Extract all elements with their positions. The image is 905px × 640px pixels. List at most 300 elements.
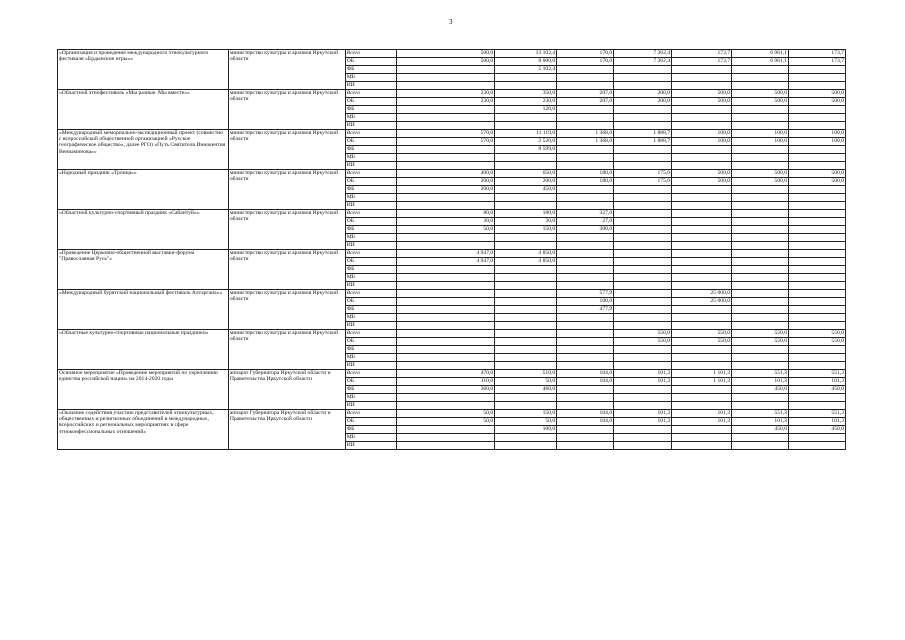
amount-cell: 110,0 — [396, 378, 495, 386]
amount-cell: 450,0 — [789, 386, 846, 394]
amount-cell — [789, 114, 846, 122]
amount-cell — [732, 362, 789, 370]
amount-cell: 551,3 — [732, 410, 789, 418]
funding-source: Всего — [345, 170, 396, 178]
amount-cell: 27,0 — [557, 218, 614, 226]
amount-cell: 2 520,0 — [495, 138, 557, 146]
executor: министерство культуры и архивов Иркутской области — [228, 90, 345, 130]
amount-cell: 104,0 — [557, 418, 614, 426]
amount-cell — [396, 338, 495, 346]
amount-cell — [732, 434, 789, 442]
amount-cell: 327,0 — [557, 210, 614, 218]
amount-cell — [557, 434, 614, 442]
amount-cell: 5 102,4 — [495, 66, 557, 74]
amount-cell: 500,0 — [396, 58, 495, 66]
amount-cell: 50,0 — [495, 378, 557, 386]
amount-cell: 101,3 — [614, 418, 672, 426]
amount-cell — [557, 330, 614, 338]
executor: министерство культуры и архивов Иркутской области — [228, 210, 345, 250]
amount-cell — [495, 298, 557, 306]
amount-cell — [557, 114, 614, 122]
amount-cell — [789, 82, 846, 90]
amount-cell — [557, 186, 614, 194]
amount-cell: 4 850,0 — [495, 250, 557, 258]
amount-cell — [495, 442, 557, 450]
table-row — [58, 90, 846, 98]
amount-cell — [672, 402, 732, 410]
amount-cell — [732, 346, 789, 354]
amount-cell — [557, 234, 614, 242]
amount-cell: 30,0 — [396, 218, 495, 226]
amount-cell — [396, 202, 495, 210]
amount-cell: 175,0 — [614, 178, 672, 186]
amount-cell — [789, 66, 846, 74]
amount-cell — [557, 106, 614, 114]
amount-cell — [672, 194, 732, 202]
amount-cell: 510,0 — [495, 370, 557, 378]
amount-cell: 1 368,0 — [557, 130, 614, 138]
amount-cell: 100,0 — [557, 298, 614, 306]
amount-cell — [789, 394, 846, 402]
amount-cell: 551,3 — [789, 370, 846, 378]
amount-cell — [495, 338, 557, 346]
amount-cell — [495, 394, 557, 402]
amount-cell — [732, 82, 789, 90]
activity-name: «Международный мемориально-экспедиционный проект (совместно с всероссийской общественной организацией «Русское географическое общество», далее РГО) «Путь Святителя Иннокентия Вениаминова»» — [58, 130, 229, 170]
amount-cell: 550,0 — [732, 330, 789, 338]
table-row — [58, 370, 846, 378]
amount-cell — [732, 226, 789, 234]
amount-cell: 30,0 — [495, 218, 557, 226]
activity-name: «Проведение Церковно-общественной выставки-форума "Православная Русь"» — [58, 250, 229, 290]
amount-cell — [732, 202, 789, 210]
executor: министерство культуры и архивов Иркутской области — [228, 50, 345, 90]
amount-cell — [396, 162, 495, 170]
amount-cell: 550,0 — [789, 330, 846, 338]
amount-cell — [672, 106, 732, 114]
amount-cell: 100,0 — [495, 426, 557, 434]
amount-cell — [789, 242, 846, 250]
amount-cell — [732, 194, 789, 202]
amount-cell — [614, 106, 672, 114]
table-row — [58, 250, 846, 258]
amount-cell — [396, 66, 495, 74]
amount-cell — [614, 162, 672, 170]
amount-cell: 577,9 — [557, 290, 614, 298]
amount-cell — [672, 354, 732, 362]
amount-cell — [557, 402, 614, 410]
executor: аппарат Губернатора Иркутской области и Правительства Иркутской области — [228, 370, 345, 410]
activity-name: «Международный бурятский национальный фестиваль Алтаргана»» — [58, 290, 229, 330]
funding-source: МБ — [345, 194, 396, 202]
amount-cell — [672, 146, 732, 154]
amount-cell — [557, 154, 614, 162]
amount-cell — [396, 426, 495, 434]
amount-cell — [396, 346, 495, 354]
amount-cell — [732, 162, 789, 170]
amount-cell — [557, 250, 614, 258]
amount-cell: 173,7 — [672, 50, 732, 58]
amount-cell: 7 362,4 — [614, 58, 672, 66]
amount-cell: 200,0 — [614, 90, 672, 98]
amount-cell: 1 888,7 — [614, 138, 672, 146]
amount-cell — [396, 194, 495, 202]
amount-cell — [495, 322, 557, 330]
amount-cell — [557, 362, 614, 370]
amount-cell — [789, 434, 846, 442]
amount-cell: 80,0 — [396, 210, 495, 218]
amount-cell — [396, 234, 495, 242]
amount-cell — [672, 258, 732, 266]
table-row — [58, 170, 846, 178]
amount-cell — [789, 402, 846, 410]
amount-cell — [557, 442, 614, 450]
amount-cell — [614, 250, 672, 258]
amount-cell: 500,0 — [789, 98, 846, 106]
amount-cell: 1 101,3 — [672, 378, 732, 386]
activity-name: «Областной культурно-спортивный праздник «Сабантуй»» — [58, 210, 229, 250]
amount-cell — [789, 282, 846, 290]
amount-cell: 4 850,0 — [495, 258, 557, 266]
amount-cell — [789, 154, 846, 162]
amount-cell: 4 947,0 — [396, 250, 495, 258]
amount-cell: 230,0 — [396, 98, 495, 106]
amount-cell — [672, 362, 732, 370]
amount-cell — [732, 258, 789, 266]
amount-cell: 550,0 — [732, 338, 789, 346]
amount-cell: 550,0 — [789, 338, 846, 346]
amount-cell — [557, 274, 614, 282]
amount-cell — [789, 210, 846, 218]
amount-cell — [396, 154, 495, 162]
amount-cell: 550,0 — [672, 338, 732, 346]
amount-cell — [557, 266, 614, 274]
amount-cell: 450,0 — [732, 386, 789, 394]
amount-cell: 101,3 — [672, 418, 732, 426]
amount-cell: 230,0 — [396, 90, 495, 98]
amount-cell — [614, 426, 672, 434]
table-row — [58, 210, 846, 218]
executor: министерство культуры и архивов Иркутской области — [228, 170, 345, 210]
amount-cell — [396, 274, 495, 282]
amount-cell: 300,0 — [557, 226, 614, 234]
amount-cell — [557, 202, 614, 210]
funding-source: Всего — [345, 330, 396, 338]
amount-cell — [396, 122, 495, 130]
amount-cell — [614, 346, 672, 354]
amount-cell — [614, 266, 672, 274]
amount-cell: 50,0 — [396, 410, 495, 418]
amount-cell: 173,7 — [789, 50, 846, 58]
amount-cell: 400,0 — [396, 170, 495, 178]
amount-cell — [732, 394, 789, 402]
amount-cell: 200,0 — [396, 178, 495, 186]
amount-cell — [396, 82, 495, 90]
amount-cell — [495, 82, 557, 90]
amount-cell — [789, 234, 846, 242]
amount-cell — [672, 394, 732, 402]
executor: министерство культуры и архивов Иркутской области — [228, 130, 345, 170]
activity-name: «Областные культурно-спортивные национальные праздники» — [58, 330, 229, 370]
amount-cell — [672, 218, 732, 226]
amount-cell — [732, 66, 789, 74]
amount-cell — [672, 186, 732, 194]
amount-cell: 50,0 — [396, 226, 495, 234]
amount-cell — [789, 266, 846, 274]
amount-cell — [614, 434, 672, 442]
executor: министерство культуры и архивов Иркутской области — [228, 290, 345, 330]
page-number: 3 — [449, 18, 453, 26]
amount-cell — [396, 434, 495, 442]
amount-cell: 570,0 — [396, 138, 495, 146]
amount-cell — [614, 194, 672, 202]
amount-cell: 173,7 — [672, 58, 732, 66]
amount-cell — [495, 434, 557, 442]
amount-cell: 500,0 — [732, 178, 789, 186]
amount-cell: 500,0 — [789, 90, 846, 98]
amount-cell: 180,0 — [557, 178, 614, 186]
amount-cell: 4 947,0 — [396, 258, 495, 266]
funding-source: МБ — [345, 434, 396, 442]
funding-source: ИИ — [345, 402, 396, 410]
amount-cell: 500,0 — [672, 90, 732, 98]
amount-cell — [732, 146, 789, 154]
amount-cell: 100,0 — [732, 138, 789, 146]
funding-source: Всего — [345, 210, 396, 218]
amount-cell: 100,0 — [789, 130, 846, 138]
amount-cell: 570,0 — [396, 130, 495, 138]
amount-cell — [495, 114, 557, 122]
amount-cell — [495, 362, 557, 370]
amount-cell — [614, 74, 672, 82]
amount-cell — [672, 274, 732, 282]
amount-cell — [495, 234, 557, 242]
funding-source: МБ — [345, 274, 396, 282]
funding-source: ФБ — [345, 106, 396, 114]
amount-cell: 477,9 — [557, 306, 614, 314]
amount-cell — [557, 122, 614, 130]
amount-cell — [557, 346, 614, 354]
funding-source: МБ — [345, 394, 396, 402]
amount-cell — [614, 210, 672, 218]
amount-cell — [672, 210, 732, 218]
amount-cell — [789, 298, 846, 306]
amount-cell — [614, 274, 672, 282]
funding-source: Всего — [345, 250, 396, 258]
amount-cell: 460,0 — [495, 386, 557, 394]
amount-cell: 450,0 — [789, 426, 846, 434]
funding-source: ФБ — [345, 386, 396, 394]
amount-cell: 120,0 — [495, 106, 557, 114]
amount-cell — [732, 154, 789, 162]
amount-cell: 1 888,7 — [614, 130, 672, 138]
amount-cell: 101,3 — [789, 378, 846, 386]
amount-cell — [732, 442, 789, 450]
amount-cell: 500,0 — [732, 90, 789, 98]
amount-cell — [614, 386, 672, 394]
amount-cell — [614, 82, 672, 90]
funding-source: ОБ — [345, 418, 396, 426]
amount-cell — [557, 74, 614, 82]
funding-source: ФБ — [345, 226, 396, 234]
executor: министерство культуры и архивов Иркутской области — [228, 250, 345, 290]
amount-cell: 1 101,3 — [672, 370, 732, 378]
amount-cell — [789, 122, 846, 130]
amount-cell: 101,3 — [614, 370, 672, 378]
amount-cell: 173,7 — [789, 58, 846, 66]
amount-cell — [732, 218, 789, 226]
amount-cell — [789, 106, 846, 114]
amount-cell: 207,0 — [557, 98, 614, 106]
amount-cell: 50,0 — [495, 418, 557, 426]
funding-source: ОБ — [345, 98, 396, 106]
amount-cell — [614, 202, 672, 210]
amount-cell — [789, 74, 846, 82]
amount-cell — [614, 314, 672, 322]
amount-cell: 450,0 — [495, 186, 557, 194]
executor: министерство культуры и архивов Иркутской области — [228, 330, 345, 370]
amount-cell — [396, 242, 495, 250]
amount-cell — [557, 386, 614, 394]
amount-cell — [732, 298, 789, 306]
amount-cell: 175,0 — [614, 170, 672, 178]
amount-cell — [732, 314, 789, 322]
amount-cell: 13 102,4 — [495, 50, 557, 58]
amount-cell: 50,0 — [396, 418, 495, 426]
amount-cell: 25 000,0 — [672, 290, 732, 298]
amount-cell — [557, 162, 614, 170]
amount-cell: 551,3 — [732, 370, 789, 378]
amount-cell — [672, 74, 732, 82]
amount-cell — [789, 202, 846, 210]
amount-cell — [396, 322, 495, 330]
amount-cell — [614, 306, 672, 314]
amount-cell: 101,3 — [789, 418, 846, 426]
amount-cell: 101,3 — [614, 410, 672, 418]
amount-cell: 200,0 — [614, 98, 672, 106]
funding-source: ИИ — [345, 162, 396, 170]
amount-cell — [495, 354, 557, 362]
funding-source: Всего — [345, 90, 396, 98]
amount-cell: 500,0 — [789, 170, 846, 178]
amount-cell: 100,0 — [789, 138, 846, 146]
amount-cell — [495, 202, 557, 210]
amount-cell — [396, 146, 495, 154]
amount-cell: 550,0 — [614, 338, 672, 346]
amount-cell — [732, 250, 789, 258]
funding-source: ОБ — [345, 298, 396, 306]
amount-cell — [672, 250, 732, 258]
amount-cell: 1 368,0 — [557, 138, 614, 146]
funding-source: ОБ — [345, 138, 396, 146]
funding-source: ИИ — [345, 282, 396, 290]
amount-cell — [557, 426, 614, 434]
amount-cell — [396, 106, 495, 114]
amount-cell — [672, 82, 732, 90]
amount-cell — [672, 114, 732, 122]
funding-source: ИИ — [345, 202, 396, 210]
amount-cell: 101,3 — [732, 418, 789, 426]
amount-cell: 500,0 — [732, 98, 789, 106]
amount-cell — [789, 442, 846, 450]
activity-name: «Областной этнофестиваль «Мы разные. Мы вместе»» — [58, 90, 229, 130]
amount-cell — [672, 386, 732, 394]
amount-cell: 207,0 — [557, 90, 614, 98]
amount-cell — [614, 146, 672, 154]
amount-cell — [614, 322, 672, 330]
amount-cell: 500,0 — [672, 98, 732, 106]
amount-cell — [732, 114, 789, 122]
amount-cell — [495, 330, 557, 338]
amount-cell — [672, 434, 732, 442]
amount-cell — [396, 74, 495, 82]
amount-cell: 101,3 — [732, 378, 789, 386]
amount-cell — [789, 306, 846, 314]
amount-cell — [495, 242, 557, 250]
amount-cell — [789, 274, 846, 282]
table-row — [58, 50, 846, 58]
amount-cell — [672, 306, 732, 314]
table-row — [58, 130, 846, 138]
amount-cell — [672, 442, 732, 450]
amount-cell: 180,0 — [557, 170, 614, 178]
amount-cell — [614, 114, 672, 122]
amount-cell — [732, 322, 789, 330]
amount-cell — [789, 322, 846, 330]
funding-source: ИИ — [345, 442, 396, 450]
amount-cell — [732, 402, 789, 410]
amount-cell — [495, 290, 557, 298]
amount-cell — [732, 306, 789, 314]
amount-cell — [732, 354, 789, 362]
amount-cell — [614, 154, 672, 162]
funding-source: ФБ — [345, 266, 396, 274]
amount-cell — [789, 194, 846, 202]
funding-source: ФБ — [345, 426, 396, 434]
amount-cell — [732, 282, 789, 290]
amount-cell — [557, 258, 614, 266]
amount-cell — [557, 394, 614, 402]
amount-cell — [672, 202, 732, 210]
amount-cell — [672, 122, 732, 130]
amount-cell — [557, 314, 614, 322]
amount-cell — [672, 242, 732, 250]
amount-cell — [557, 354, 614, 362]
amount-cell: 500,0 — [789, 178, 846, 186]
amount-cell — [396, 330, 495, 338]
amount-cell — [672, 426, 732, 434]
amount-cell — [495, 402, 557, 410]
amount-cell: 350,0 — [495, 90, 557, 98]
amount-cell — [789, 250, 846, 258]
funding-source: ФБ — [345, 306, 396, 314]
amount-cell — [614, 186, 672, 194]
amount-cell — [672, 162, 732, 170]
amount-cell — [495, 274, 557, 282]
amount-cell: 6 961,1 — [732, 50, 789, 58]
amount-cell: 550,0 — [672, 330, 732, 338]
amount-cell — [614, 218, 672, 226]
funding-source: ИИ — [345, 242, 396, 250]
amount-cell — [495, 154, 557, 162]
amount-cell — [732, 266, 789, 274]
amount-cell — [396, 362, 495, 370]
amount-cell — [672, 266, 732, 274]
table-row — [58, 290, 846, 298]
amount-cell: 8 599,0 — [495, 146, 557, 154]
amount-cell — [614, 402, 672, 410]
amount-cell: 101,3 — [672, 410, 732, 418]
